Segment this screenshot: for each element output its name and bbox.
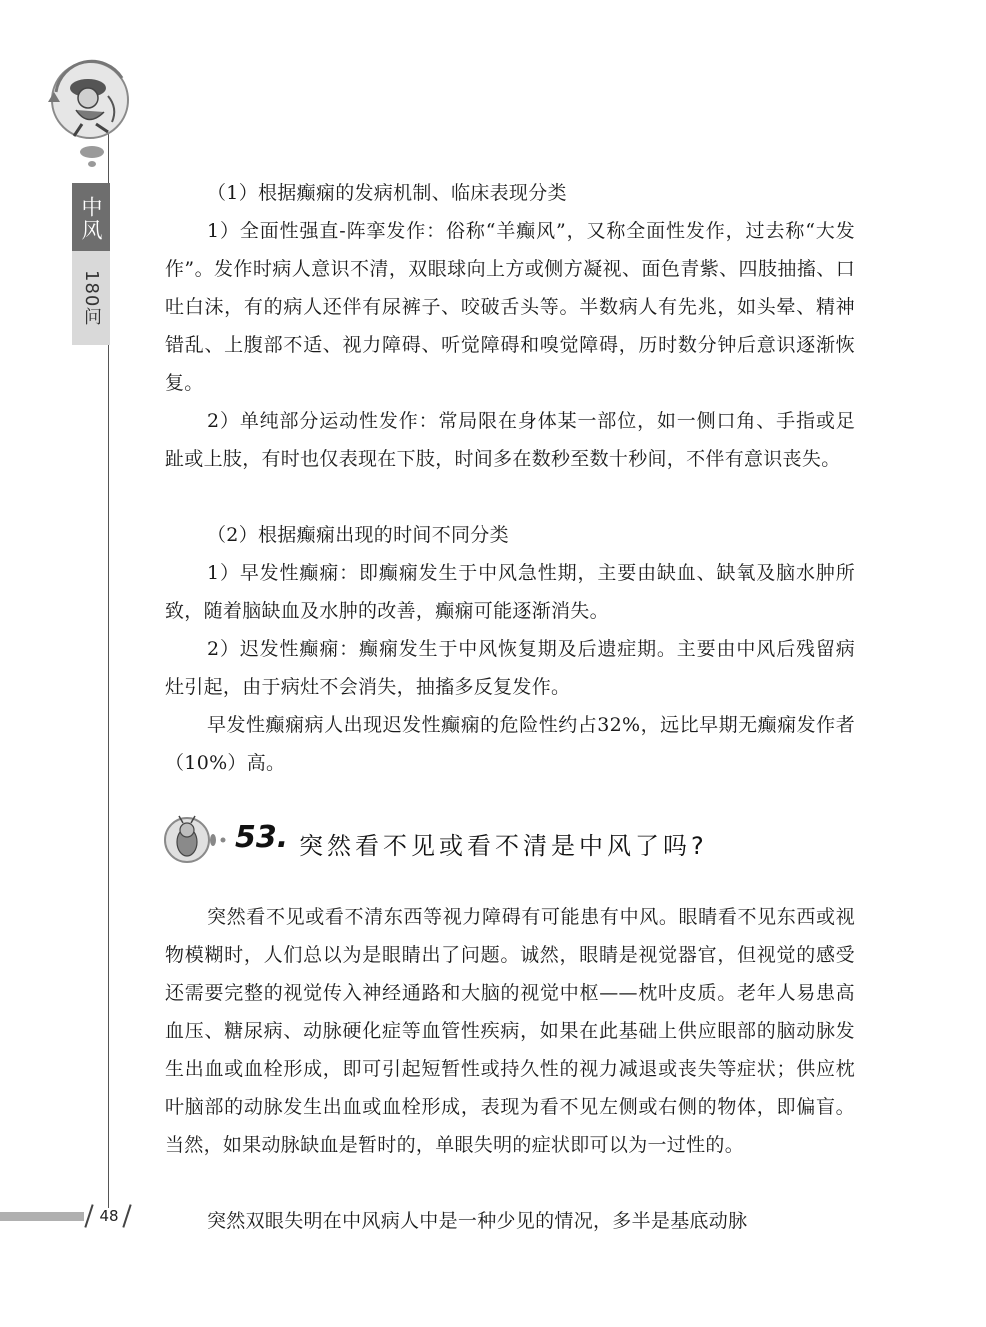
section-title: 突然看不见或看不清是中风了吗? <box>299 832 708 860</box>
paragraph-bilateral-blindness: 突然双眼失明在中风病人中是一种少见的情况，多半是基底动脉 <box>207 1210 748 1232</box>
book-title: 中风 <box>79 196 103 242</box>
cartoon-bug-icon <box>163 812 233 868</box>
page-number-bar <box>0 1212 84 1221</box>
section-heading <box>163 812 863 868</box>
paragraph-classification-2: （2）根据癫痫出现的时间不同分类 <box>207 524 509 546</box>
section-number: 53. <box>235 820 289 855</box>
page-number: 48 <box>99 1207 119 1225</box>
paragraph-partial-seizure: 2）单纯部分运动性发作：常局限在身体某一部位，如一侧口角、手指或足趾或上肢，有时也仅表现在下肢，时间多在数秒至数十秒间，不伴有意识丧失。 <box>165 410 855 470</box>
paragraph-generalized-seizure: 1）全面性强直-阵挛发作：俗称“羊癫风”，又称全面性发作，过去称“大发作”。发作时病人意识不清，双眼球向上方或侧方凝视、面色青紫、四肢抽搐、口吐白沫，有的病人还伴有尿裤子、咬破舌头等。半数病人有先兆，如头晕、精神错乱、上腹部不适、视力障碍、听觉障碍和嗅觉障碍，历时数分钟后意识逐渐恢复。 <box>165 220 855 394</box>
paragraph-early-epilepsy: 1）早发性癫痫：即癫痫发生于中风急性期，主要由缺血、缺氧及脑水肿所致，随着脑缺血及水肿的改善，癫痫可能逐渐消失。 <box>165 562 855 622</box>
cartoon-mascot-icon <box>42 58 138 168</box>
paragraph-vision-loss: 突然看不见或看不清东西等视力障碍有可能患有中风。眼睛看不见东西或视物模糊时，人们总以为是眼睛出了问题。诚然，眼睛是视觉器官，但视觉的感受还需要完整的视觉传入神经通路和大脑的视觉中枢——枕叶皮质。老年人易患高血压、糖尿病、动脉硬化症等血管性疾病，如果在此基础上供应眼部的脑动脉发生出血或血栓形成，即可引起短暂性或持久性的视力减退或丧失等症状；供应枕叶脑部的动脉发生出血或血栓形成，表现为看不见左侧或右侧的物体，即偏盲。当然，如果动脉缺血是暂时的，单眼失明的症状即可以为一过性的。 <box>165 906 855 1156</box>
paragraph-classification-1: （1）根据癫痫的发病机制、临床表现分类 <box>207 182 567 204</box>
paragraph-late-epilepsy: 2）迟发性癫痫：癫痫发生于中风恢复期及后遗症期。主要由中风后残留病灶引起，由于病灶不会消失，抽搐多反复发作。 <box>165 638 855 698</box>
chapter-tab <box>72 183 110 345</box>
book-subtitle: 180问 <box>81 269 102 327</box>
paragraph-risk: 早发性癫痫病人出现迟发性癫痫的危险性约占32%，远比早期无癫痫发作者（10%）高。 <box>165 714 855 774</box>
